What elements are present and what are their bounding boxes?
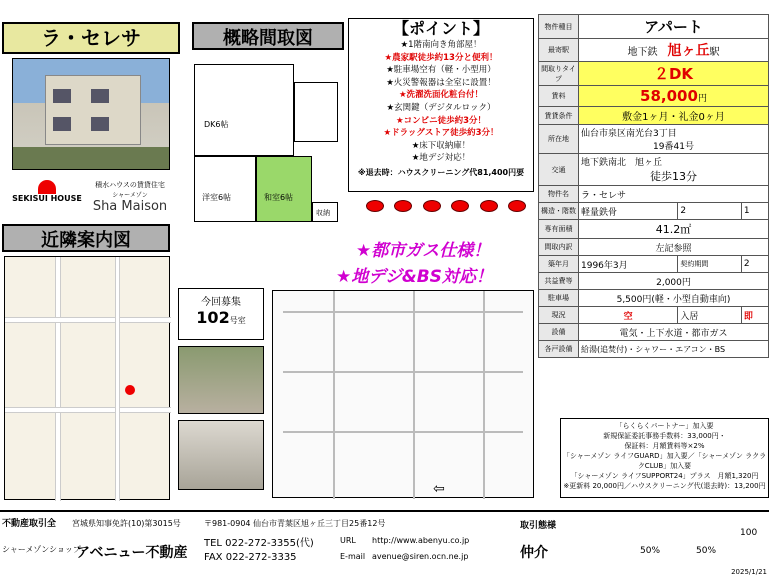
status-label: 現況 — [539, 307, 579, 324]
floorplan — [194, 64, 344, 234]
spec-table — [538, 14, 769, 358]
pct-unit: % — [707, 546, 717, 556]
floor-no-value: 1 — [741, 203, 768, 220]
access-label: 交通 — [539, 154, 579, 186]
gas-banner: ★都市ガス仕様！ — [356, 241, 491, 261]
rent-unit: 円 — [697, 94, 707, 104]
contract-label: 契約期間 — [678, 256, 741, 273]
structure-label: 構造・階数 — [539, 203, 579, 220]
common-label: 共益費等 — [539, 273, 579, 290]
shop-label: シャーメゾンショップ — [2, 545, 81, 554]
parking-value: 5,500円(軽・小型自動車向) — [579, 290, 769, 307]
point-item: ★火災警報器は全室に設置！ — [386, 77, 496, 88]
tv-banner: ★地デジ&BS対応！ — [336, 267, 493, 287]
property-name: ラ・セレサ — [41, 26, 141, 50]
url[interactable]: http://www.abenyu.co.jp — [372, 536, 470, 545]
shamaison-text: Sha Maison — [92, 199, 168, 214]
license-value: 宮城県知事免許(10)第3015号 — [72, 519, 181, 528]
type-label: 物件種目 — [539, 15, 579, 39]
company-name: アベニュー不動産 — [76, 545, 188, 561]
access-station: 旭ヶ丘 — [635, 158, 663, 168]
note-line: ※更新料 20,000円／ハウスクリーニング代(退去時)：13,200円 — [563, 482, 766, 490]
address-label: 所在地 — [539, 125, 579, 154]
notes-box — [560, 418, 769, 498]
equip-label: 各戸設備 — [539, 341, 579, 358]
utility-value: 電気・上下水道・都市ガス — [579, 324, 769, 341]
red-dot-icon — [366, 200, 384, 212]
built-value: 1996年3月 — [579, 256, 678, 273]
note-line: 「らくらくパートナー」加入要 — [615, 422, 714, 430]
note-line: 保証料：月額賃料等×2% — [624, 442, 705, 450]
points-box — [348, 18, 534, 192]
rent-label: 賃料 — [539, 86, 579, 107]
company-address: 〒981-0904 仙台市青葉区旭ヶ丘三丁目25番12号 — [204, 519, 386, 528]
point-item: ★地デジ対応！ — [411, 153, 471, 164]
terms-value: 敷金1ヶ月・礼金0ヶ月 — [579, 107, 769, 125]
points-title: 【ポイント】 — [392, 19, 489, 38]
license-label: 不動産取引全 — [2, 519, 57, 529]
sekisui-text: SEKISUI HOUSE — [12, 194, 82, 203]
neighborhood-title: 近隣案内図 — [41, 230, 131, 251]
closet-label: 収納 — [316, 209, 330, 217]
point-item: ★ドラッグストア徒歩約3分！ — [383, 128, 499, 139]
floors-value: 2 — [678, 203, 741, 220]
address-value: 仙台市泉区南光台3丁目 — [581, 129, 677, 139]
mail[interactable]: avenue@siren.ocn.ne.jp — [372, 552, 469, 561]
floorplan-title-box — [192, 22, 344, 50]
point-item: ★1階南向き角部屋！ — [400, 40, 482, 50]
pct2: 50 — [696, 546, 708, 556]
name-label: 物件名 — [539, 186, 579, 203]
broker-label: 仲介 — [520, 545, 548, 561]
move-label: 入居 — [678, 307, 741, 324]
recruit-label: 今回募集 — [201, 297, 241, 308]
building-photo — [12, 58, 170, 170]
recruit-box — [178, 288, 264, 340]
point-item: ★床下収納庫！ — [411, 140, 471, 151]
station-suffix: 駅 — [709, 47, 720, 58]
access-line: 地下鉄南北 — [581, 158, 627, 168]
tel: TEL 022-272-3355(代) — [204, 538, 314, 549]
utility-label: 設備 — [539, 324, 579, 341]
red-dot-icon — [451, 200, 469, 212]
site-arrow-icon: ⇦ — [433, 481, 445, 497]
neighborhood-map — [4, 256, 170, 500]
layout-label: 間取りタイプ — [539, 62, 579, 86]
pct3: 100 — [740, 528, 758, 538]
footer — [0, 510, 769, 577]
shamaison-kana: シャーメゾン — [112, 192, 148, 199]
pct-unit: % — [651, 546, 661, 556]
point-item: ★洗濯洗面化粧台付！ — [398, 90, 484, 101]
dk-label: DK6帖 — [204, 120, 229, 129]
station-value: 旭ヶ丘 — [667, 43, 710, 59]
floorplan-title: 概略間取図 — [223, 28, 313, 49]
shamaison-logo — [84, 180, 176, 218]
site-map — [272, 290, 534, 498]
url-label: URL — [340, 536, 356, 545]
terms-label: 賃貸条件 — [539, 107, 579, 125]
red-dot-icon — [394, 200, 412, 212]
date: 2025/1/21 — [731, 568, 767, 576]
structure-value: 軽量鉄骨 — [579, 203, 678, 220]
recruit-number: 102 — [196, 308, 230, 327]
area-value: 41.2㎡ — [579, 220, 769, 239]
contract-value: 2 — [741, 256, 768, 273]
point-item: ★玄関鍵（デジタルロック） — [386, 102, 496, 113]
recruit-suffix: 号室 — [229, 316, 246, 325]
point-item: ★コンビニ徒歩約3分！ — [395, 115, 487, 126]
built-label: 築年月 — [539, 256, 579, 273]
japanese-room-label: 和室6帖 — [264, 193, 294, 202]
name-value: ラ・セレサ — [579, 186, 769, 203]
red-dot-icon — [508, 200, 526, 212]
point-item: ★駐車場空有（軽・小型用） — [386, 65, 496, 76]
station-label: 最寄駅 — [539, 39, 579, 62]
area-label: 専有面積 — [539, 220, 579, 239]
trade-label: 取引態様 — [520, 521, 557, 531]
red-dots-row — [366, 200, 526, 216]
note-line: 「シャーメゾン ライフGUARD」加入要／「シャーメゾン ラクラクCLUB」加入要 — [562, 452, 767, 470]
shamaison-tag: 積水ハウスの賃貸住宅 — [95, 181, 165, 189]
move-value: 即 — [741, 307, 768, 324]
pct1: 50 — [640, 546, 652, 556]
exterior-photo — [178, 346, 264, 414]
note-line: 新規保証委託事務手数料：33,000円・ — [603, 432, 726, 440]
red-dot-icon — [480, 200, 498, 212]
address-value-2: 19番41号 — [653, 142, 694, 152]
red-dot-icon — [423, 200, 441, 212]
map-target-marker — [125, 385, 135, 395]
western-room-label: 洋室6帖 — [202, 193, 232, 202]
sekisui-logo — [8, 180, 86, 216]
facility-value: 左記参照 — [579, 239, 769, 256]
rent-value: 58,000 — [640, 87, 698, 105]
points-list — [349, 39, 533, 165]
common-value: 2,000円 — [579, 273, 769, 290]
layout-value: ２DK — [579, 62, 769, 86]
note-line: 「シャーメゾン ライフSUPPORT24」プラス 月額1,320円 — [570, 472, 759, 480]
facility-label: 間取内訳 — [539, 239, 579, 256]
line-value: 地下鉄 — [627, 47, 658, 58]
equip-value: 給湯(追焚付)・シャワー・エアコン・BS — [579, 341, 769, 358]
point-item: ★農家駅徒歩約13分と便利！ — [384, 52, 498, 63]
type-value: アパート — [579, 15, 769, 39]
access-walk: 徒歩13分 — [650, 170, 697, 183]
points-note: ※退去時：ハウスクリーニング代81,400円要 — [357, 167, 525, 177]
fax: FAX 022-272-3335 — [204, 552, 297, 563]
parking-label: 駐車場 — [539, 290, 579, 307]
mail-label: E-mail — [340, 552, 366, 561]
interior-photo — [178, 420, 264, 490]
property-name-box — [2, 22, 180, 54]
status-value: 空 — [579, 307, 678, 324]
neighborhood-title-box — [2, 224, 170, 252]
